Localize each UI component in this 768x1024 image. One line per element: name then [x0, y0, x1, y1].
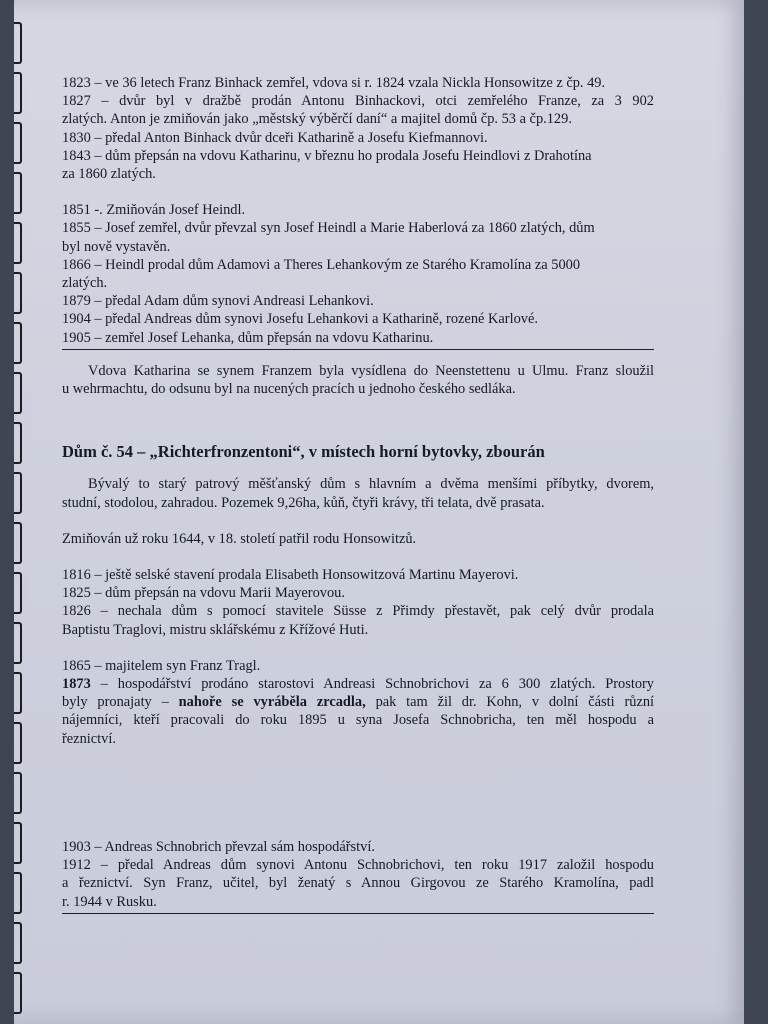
paragraph-line: nájemníci, kteří pracovali do roku 1895 u syna Josefa Schnobricha, ten měl hospodu a [62, 712, 654, 729]
paragraph-line: byl nově vystavěn. [62, 238, 171, 255]
house-description [62, 475, 654, 511]
paragraph-line: 1903 – Andreas Schnobrich převzal sám hospodářství. [62, 838, 375, 855]
emphasis-bold: nahoře se vyráběla zrcadla, [178, 694, 366, 711]
binder-ring [14, 422, 22, 464]
first-mention-line: Zmiňován už roku 1644, v 18. století patřil rodu Honsowitzů. [62, 530, 417, 547]
paragraph-line: a řeznictví. Syn Franz, učitel, byl ženatý s Annou Girgovou ze Starého Kramolína, padl [62, 875, 654, 892]
history-paragraph-1873 [62, 675, 654, 748]
paragraph-line: 1855 – Josef zemřel, dvůr převzal syn Josef Heindl a Marie Haberlová za 1860 zlatých, dům [62, 220, 595, 237]
paragraph-line: Vdova Katharina se synem Franzem byla vysídlena do Neenstettenu u Ulmu. Franz sloužil [88, 362, 654, 379]
paragraph-line: 1904 – předal Andreas dům synovi Josefu Lehankovi a Katharině, rozené Karlové. [62, 311, 538, 328]
paragraph-line: 1825 – dům přepsán na vdovu Marii Mayerovou. [62, 585, 345, 602]
paragraph-line: 1866 – Heindl prodal dům Adamovi a Theres Lehankovým ze Starého Kramolína za 5000 [62, 256, 581, 273]
paragraph-line [62, 675, 654, 693]
binder-ring [14, 222, 22, 264]
history-block-1851 [62, 201, 654, 347]
paragraph-line: 1830 – předal Anton Binhack dvůr dceři Katharině a Josefu Kiefmannovi. [62, 129, 488, 146]
binder-ring [14, 922, 22, 964]
paragraph-line: r. 1944 v Rusku. [62, 893, 157, 910]
paragraph-line: 1865 – majitelem syn Franz Tragl. [62, 657, 261, 674]
binder-ring [14, 972, 22, 1014]
paragraph-line: řeznictví. [62, 730, 116, 747]
paragraph-line: 1816 – ještě selské stavení prodala Elisabeth Honsowitzová Martinu Mayerovi. [62, 567, 519, 584]
paragraph-line [62, 693, 654, 711]
binder-ring [14, 822, 22, 864]
binder-ring [14, 72, 22, 114]
binder-ring [14, 872, 22, 914]
paragraph-line: 1843 – dům přepsán na vdovu Katharinu, v březnu ho prodala Josefu Heindlovi z Drahotína [62, 147, 592, 164]
paragraph-line: 1827 – dvůr byl v dražbě prodán Antonu Binhackovi, otci zemřelého Franze, za 3 902 [62, 93, 654, 110]
paragraph-line: u wehrmachtu, do odsunu byl na nucených pracích u jednoho českého sedláka. [62, 381, 516, 398]
expulsion-paragraph [62, 362, 654, 398]
binder-ring [14, 122, 22, 164]
paragraph-line: za 1860 zlatých. [62, 166, 156, 183]
history-block-1903 [62, 838, 654, 911]
binder-ring [14, 372, 22, 414]
paragraph-line: studní, stodolou, zahradou. Pozemek 9,26ha, kůň, čtyři krávy, tři telata, dvě prasata. [62, 494, 545, 511]
binder-ring [14, 172, 22, 214]
paragraph-line: 1879 – předal Adam dům synovi Andreasi Lehankovi. [62, 293, 374, 310]
binder-ring [14, 22, 22, 64]
paragraph-line: zlatých. [62, 275, 108, 292]
binder-ring [14, 272, 22, 314]
text-span: – hospodářství prodáno starostovi Andreasi Schnobrichovi za 6 300 zlatých. Prostory [90, 676, 654, 693]
binder-ring [14, 772, 22, 814]
paragraph-line: Bývalý to starý patrový měšťanský dům s hlavním a dvěma menšími příbytky, dvorem, [88, 476, 654, 493]
paragraph-line: 1851 -. Zmiňován Josef Heindl. [62, 202, 246, 219]
paragraph-line: zlatých. Anton je zmiňován jako „městský výběrčí daní“ a majitel domů čp. 53 a čp.129. [62, 111, 572, 128]
text-span: byly pronajaty – [62, 694, 179, 711]
paragraph-line: 1823 – ve 36 letech Franz Binhack zemřel, vdova si r. 1824 vzala Nickla Honsowitze z čp. 49. [62, 75, 606, 91]
paragraph-line: 1826 – nechala dům s pomocí stavitele Süsse z Přimdy přestavět, pak celý dvůr prodala [62, 603, 654, 620]
binder-ring [14, 472, 22, 514]
history-block-1823 [62, 74, 654, 183]
paragraph-line: 1905 – zemřel Josef Lehanka, dům přepsán na vdovu Katharinu. [62, 329, 434, 346]
binder-ring [14, 722, 22, 764]
year-bold: 1873 [62, 676, 91, 693]
horizontal-rule [62, 913, 654, 914]
text-span: pak tam žil dr. Kohn, v dolní části různí [365, 694, 655, 711]
binder-ring [14, 622, 22, 664]
document-text [62, 74, 654, 914]
binder-ring [14, 322, 22, 364]
document-page [14, 0, 744, 1024]
binder-ring [14, 522, 22, 564]
binder-ring [14, 572, 22, 614]
paragraph-line: 1912 – předal Andreas dům synovi Antonu Schnobrichovi, ten roku 1917 založil hospodu [62, 857, 654, 874]
paragraph-line: Baptistu Traglovi, mistru sklářskému z Křížové Huti. [62, 621, 369, 638]
binder-ring [14, 672, 22, 714]
history-block-1816 [62, 566, 654, 639]
section-heading: Dům č. 54 – „Richterfronzentoni“, v místech horní bytovky, zbourán [62, 442, 545, 462]
